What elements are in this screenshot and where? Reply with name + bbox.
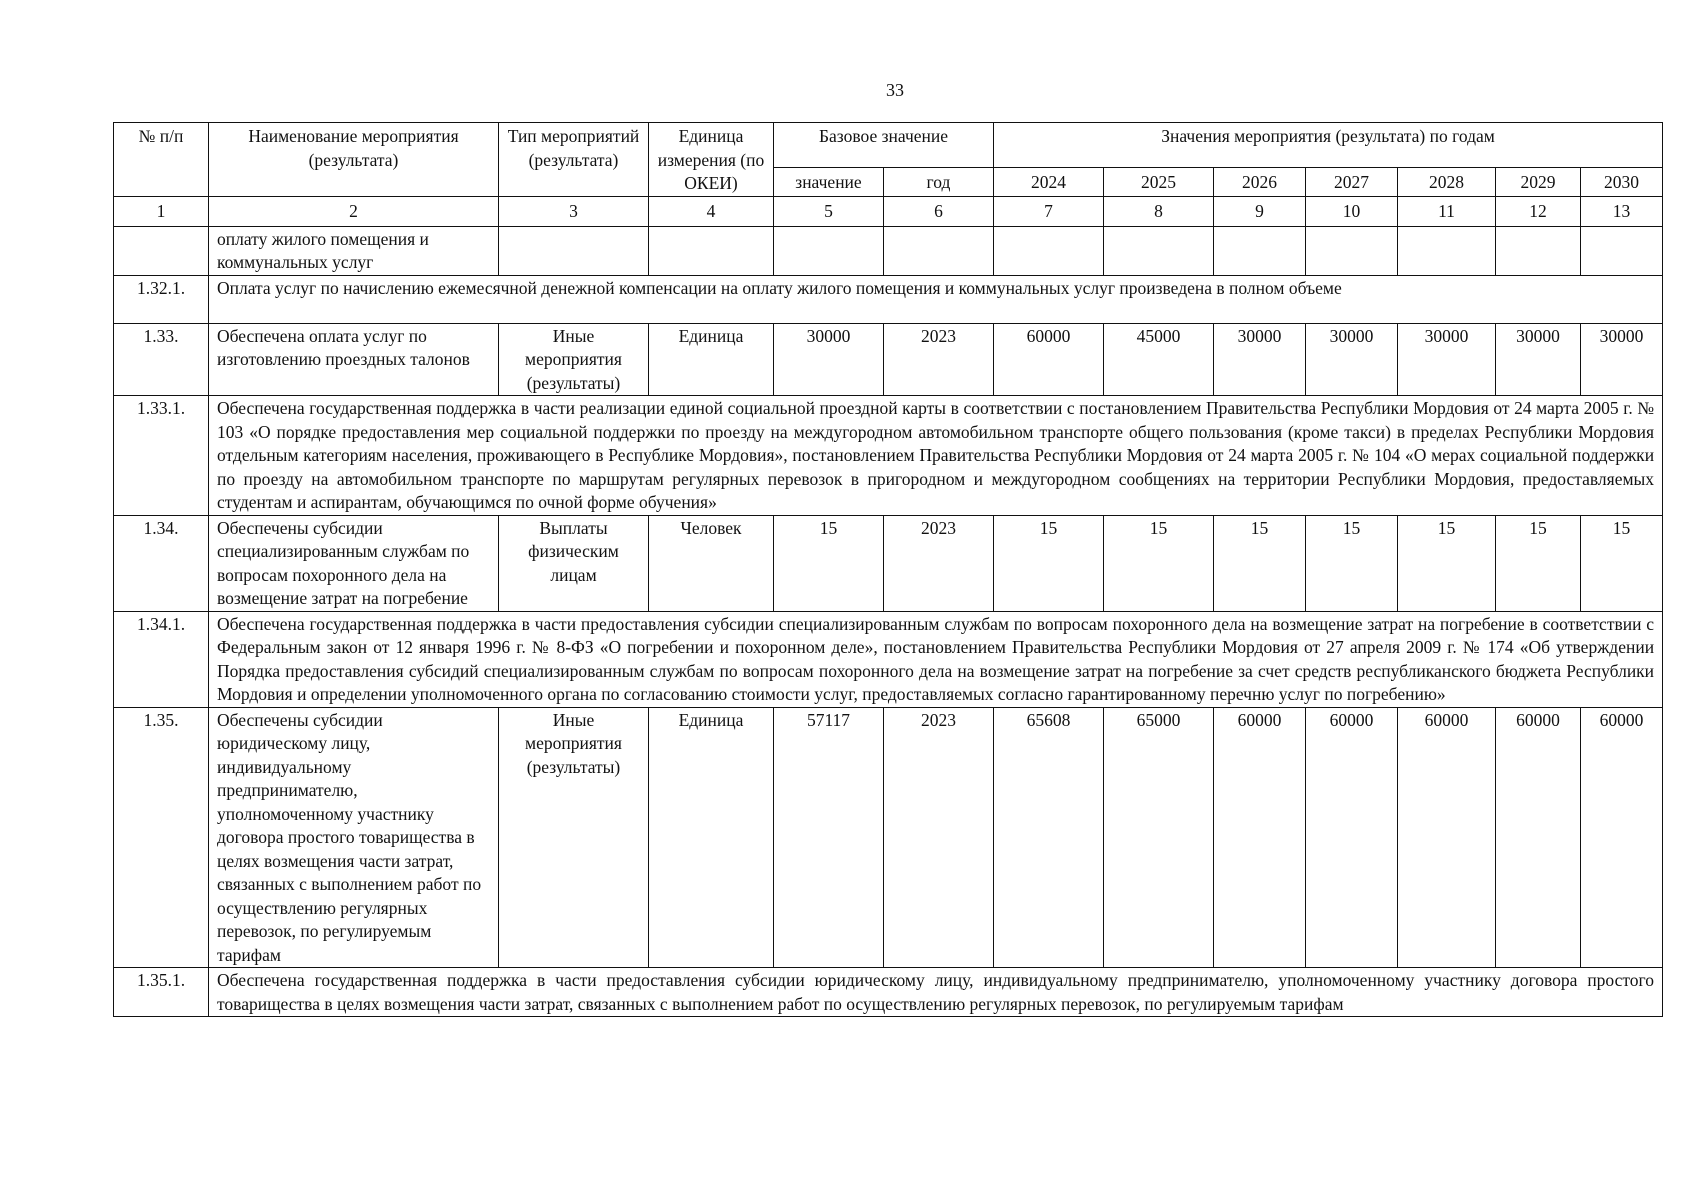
row-number: 1.34. [114, 515, 209, 611]
base-year: 2023 [884, 515, 994, 611]
table-row [114, 275, 1663, 323]
measure-name: Обеспечены субсидии специализированным службам по вопросам похоронного дела на возмещение затрат на погребение [209, 515, 499, 611]
column-number: 12 [1496, 196, 1581, 226]
header-name: Наименование мероприятия (результата) [209, 123, 499, 197]
header-year-2024: 2024 [994, 168, 1104, 197]
measure-type: Выплаты физическим лицам [499, 515, 649, 611]
year-value: 60000 [994, 323, 1104, 396]
column-number: 8 [1104, 196, 1214, 226]
row-number: 1.35. [114, 707, 209, 968]
header-base-year: год [884, 168, 994, 197]
column-number: 10 [1306, 196, 1398, 226]
year-value: 30000 [1496, 323, 1581, 396]
base-value: 57117 [774, 707, 884, 968]
year-value: 60000 [1214, 707, 1306, 968]
header-num: № п/п [114, 123, 209, 197]
measure-type: Иные мероприятия (результаты) [499, 707, 649, 968]
header-year-2030: 2030 [1581, 168, 1663, 197]
table-row [114, 968, 1663, 1017]
year-value: 30000 [1398, 323, 1496, 396]
year-value: 65608 [994, 707, 1104, 968]
row-description: Оплата услуг по начислению ежемесячной денежной компенсации на оплату жилого помещения и коммунальных услуг произведена в полном объеме [209, 275, 1663, 323]
measure-name: Обеспечена оплата услуг по изготовлению проездных талонов [209, 323, 499, 396]
year-value: 30000 [1581, 323, 1663, 396]
column-number: 3 [499, 196, 649, 226]
year-value: 45000 [1104, 323, 1214, 396]
row-number: 1.33.1. [114, 396, 209, 516]
measure-unit: Единица [649, 707, 774, 968]
column-number-row [114, 196, 1663, 226]
table-row [114, 611, 1663, 707]
header-year-2029: 2029 [1496, 168, 1581, 197]
header-year-2026: 2026 [1214, 168, 1306, 197]
table-row [114, 396, 1663, 516]
base-year: 2023 [884, 323, 994, 396]
year-value: 60000 [1306, 707, 1398, 968]
base-value: 30000 [774, 323, 884, 396]
header-base: Базовое значение [774, 123, 994, 168]
year-value: 60000 [1398, 707, 1496, 968]
column-number: 6 [884, 196, 994, 226]
year-value: 15 [1398, 515, 1496, 611]
column-number: 11 [1398, 196, 1496, 226]
table-row [114, 515, 1663, 611]
year-value: 15 [1104, 515, 1214, 611]
measures-table [113, 122, 1663, 1017]
column-number: 9 [1214, 196, 1306, 226]
row-description: Обеспечена государственная поддержка в части предоставления субсидии юридическому лицу, индивидуальному предпринимателю, уполномоченному участнику договора простого товарищества в целях возмещения части затрат, связанных с выполнением работ по осуществлению регулярных перевозок, по регулируемым тарифам [209, 968, 1663, 1017]
year-value: 60000 [1496, 707, 1581, 968]
year-value: 15 [994, 515, 1104, 611]
header-year-2025: 2025 [1104, 168, 1214, 197]
measure-name: Обеспечены субсидии юридическому лицу, индивидуальному предпринимателю, уполномоченному участнику договора простого товарищества в целях возмещения части затрат, связанных с выполнением работ по осуществлению регулярных перевозок, по регулируемым тарифам [209, 707, 499, 968]
row-number: 1.33. [114, 323, 209, 396]
row-number: 1.35.1. [114, 968, 209, 1017]
year-value: 15 [1581, 515, 1663, 611]
header-row [114, 123, 1663, 168]
header-year-2028: 2028 [1398, 168, 1496, 197]
measure-name: оплату жилого помещения и коммунальных услуг [209, 226, 499, 275]
base-year: 2023 [884, 707, 994, 968]
header-type: Тип мероприятий (результата) [499, 123, 649, 197]
year-value: 60000 [1581, 707, 1663, 968]
measure-unit: Человек [649, 515, 774, 611]
column-number: 5 [774, 196, 884, 226]
header-unit: Единица измерения (по ОКЕИ) [649, 123, 774, 197]
column-number: 13 [1581, 196, 1663, 226]
column-number: 7 [994, 196, 1104, 226]
measure-type: Иные мероприятия (результаты) [499, 323, 649, 396]
table-row [114, 323, 1663, 396]
column-number: 2 [209, 196, 499, 226]
year-value: 15 [1496, 515, 1581, 611]
table-row [114, 707, 1663, 968]
column-number: 1 [114, 196, 209, 226]
header-base-value: значение [774, 168, 884, 197]
measure-unit: Единица [649, 323, 774, 396]
column-number: 4 [649, 196, 774, 226]
table-row [114, 226, 1663, 275]
year-value: 65000 [1104, 707, 1214, 968]
header-year-2027: 2027 [1306, 168, 1398, 197]
row-number: 1.34.1. [114, 611, 209, 707]
header-years: Значения мероприятия (результата) по годам [994, 123, 1663, 168]
year-value: 15 [1306, 515, 1398, 611]
year-value: 15 [1214, 515, 1306, 611]
year-value: 30000 [1306, 323, 1398, 396]
row-description: Обеспечена государственная поддержка в части реализации единой социальной проездной карты в соответствии с постановлением Правительства Республики Мордовия от 24 марта 2005 г. № 103 «О порядке предоставления мер социальной поддержки по проезду на междугородном автомобильном транспорте общего пользования (кроме такси) в пределах Республики Мордовия отдельным категориям населения, проживающего в Республике Мордовия», постановлением Правительства Республики Мордовия от 24 марта 2005 г. № 104 «О мерах социальной поддержки по проезду на автомобильном транспорте по маршрутам регулярных перевозок в пригородном и междугородном сообщениях на территории Республики Мордовия, предоставляемых студентам и аспирантам, обучающимся по очной форме обучения» [209, 396, 1663, 516]
row-number: 1.32.1. [114, 275, 209, 323]
year-value: 30000 [1214, 323, 1306, 396]
base-value: 15 [774, 515, 884, 611]
page-number: 33 [886, 80, 904, 100]
row-description: Обеспечена государственная поддержка в части предоставления субсидии специализированным службам по вопросам похоронного дела на возмещение затрат на погребение в соответствии с Федеральным закон от 12 января 1996 г. № 8-ФЗ «О погребении и похоронном деле», постановлением Правительства Республики Мордовия от 27 апреля 2009 г. № 174 «Об утверждении Порядка предоставления субсидий специализированным службам по вопросам похоронного дела на возмещение затрат на погребение за счет средств республиканского бюджета Республики Мордовия и определении уполномоченного органа по согласованию стоимости услуг, предоставляемых согласно гарантированному перечню услуг по погребению» [209, 611, 1663, 707]
